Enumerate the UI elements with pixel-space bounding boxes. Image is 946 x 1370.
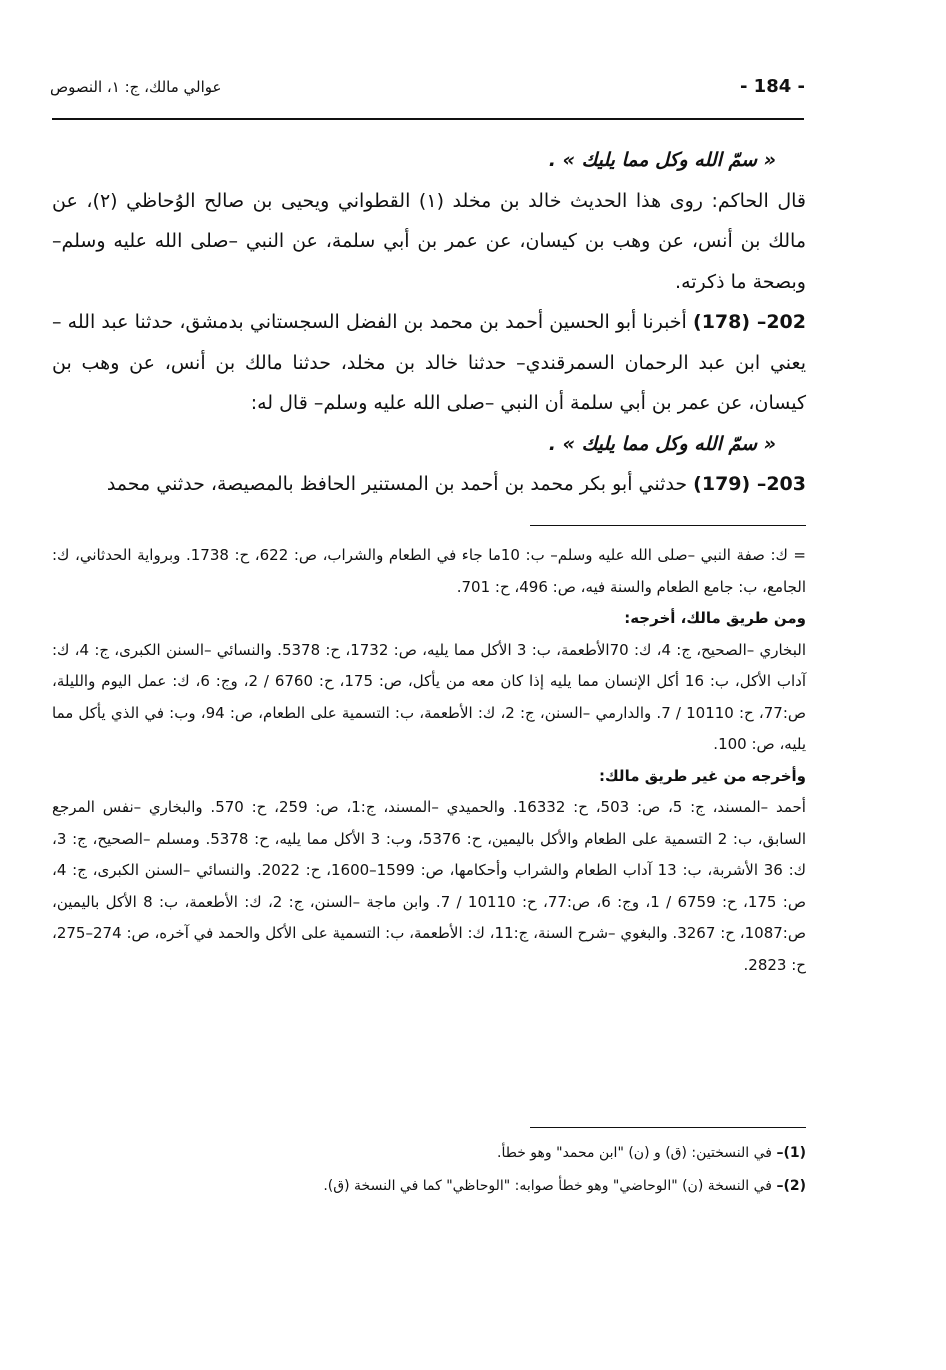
footnote-2 — [52, 1170, 806, 1203]
header-divider — [52, 118, 804, 120]
note-heading: وأخرجه من غير طريق مالك: — [598, 766, 806, 785]
note-paragraph: = ك: صفة النبي –صلى الله عليه وسلم– ب: 10ما جاء في الطعام والشراب، ص: 622، ح: 1738. وبرواية الحدثاني، ك: الجامع، ب: جامع الطعام والسنة فيه، ص: 496، ح: 701. — [52, 546, 806, 596]
footnotes — [52, 1137, 806, 1203]
main-text — [52, 140, 806, 505]
footnote-label: (1)– — [776, 1145, 806, 1161]
note-heading: ومن طريق مالك، أخرجه: — [624, 609, 806, 627]
notes-divider — [530, 525, 806, 526]
footnote-1 — [52, 1137, 806, 1170]
hadith-quote-1: « سمّ الله وكل مما يليك » . — [548, 149, 776, 171]
hadith-203 — [52, 464, 806, 505]
note-paragraph: أحمد –المسند، ج: 5، ص: 503، ح: 16332. والحميدي –المسند، ج:1، ص: 259، ح: 570. والبخاري –نفس المرجع السابق، ب: 2 التسمية على الطعام والأكل باليمين، ح: 5376، وب: 3 الأكل مما يليه، ح: 5378. ومسلم –الصحيح، ج: 3، ك: 36 الأشربة، ب: 13 آداب الطعام والشراب وأحكامها، ص: 1599–1600، ح: 2022. والنسائي –السنن الكبرى، ج: 4، ص: 175، ح: 6759 / 1، وج: 6، ص:77، ح: 10110 / 7. وابن ماجة –السنن، ج: 2، ك: الأطعمة، ب: 8 الأكل باليمين، ص:1087، ح: 3267. والبغوي –شرح السنة، ج:11، ك: الأطعمة، ب: التسمية على الأكل والحمد في آخره، ص: 274–275، ح: 2823. — [52, 798, 806, 974]
note-paragraph: البخاري –الصحيح، ج: 4، ك: 70الأطعمة، ب: 3 الأكل مما يليه، ص: 1732، ح: 5378. والنسائي –السنن الكبرى، ج: 4، ك: آداب الأكل، ب: 16 أكل الإنسان مما يليه إذا كان معه من يأكل، ص: 175، ح: 6760 / 2، وج: 6، ك: عمل اليوم والليلة، ص:77، ح: 10110 / 7. والدارمي –السنن، ج: 2، ك: الأطعمة، ب: التسمية على الطعام، ص: 94، وب: في الذي يأكل مما يليه، ص: 100. — [52, 640, 807, 753]
footnote-label: (2)– — [776, 1178, 806, 1194]
footnotes-divider — [530, 1127, 806, 1128]
hadith-number: 202– (178) — [693, 311, 806, 333]
footnote-text: في النسختين: (ق) و (ن) "ابن محمد" وهو خطأ. — [497, 1145, 777, 1161]
footnote-text: في النسخة (ن) "الوحاضي" وهو خطأ صوابه: "الوحاظي" كما في النسخة (ق). — [323, 1178, 777, 1194]
hadith-text: حدثني أبو بكر محمد بن أحمد بن المستنير الحافظ بالمصيصة، حدثني محمد — [106, 473, 694, 495]
hakim-comment: قال الحاكم: روى هذا الحديث خالد بن مخلد (١) القطواني ويحيى بن صالح الوُحاظي (٢)، عن مالك بن أنس، عن وهب بن كيسان، عن عمر بن أبي سلمة، عن النبي –صلى الله عليه وسلم– وبصحة ما ذكرته. — [52, 189, 806, 293]
hadith-text: أخبرنا أبو الحسين أحمد بن محمد بن الفضل السجستاني بدمشق، حدثنا عبد الله –يعني ابن عبد الرحمان السمرقندي– حدثنا خالد بن مخلد، حدثنا مالك بن أنس، عن وهب بن كيسان، عن عمر بن أبي سلمة أن النبي –صلى الله عليه وسلم– قال له: — [52, 311, 806, 414]
book-title: عوالي مالك، ج: ١، النصوص — [50, 78, 222, 96]
page-number: - 184 - — [739, 76, 805, 97]
hadith-202 — [52, 302, 806, 424]
running-header — [50, 76, 805, 106]
commentary-notes — [52, 540, 806, 981]
hadith-quote-2: « سمّ الله وكل مما يليك » . — [548, 432, 776, 455]
hadith-number: 203– (179) — [693, 473, 806, 495]
